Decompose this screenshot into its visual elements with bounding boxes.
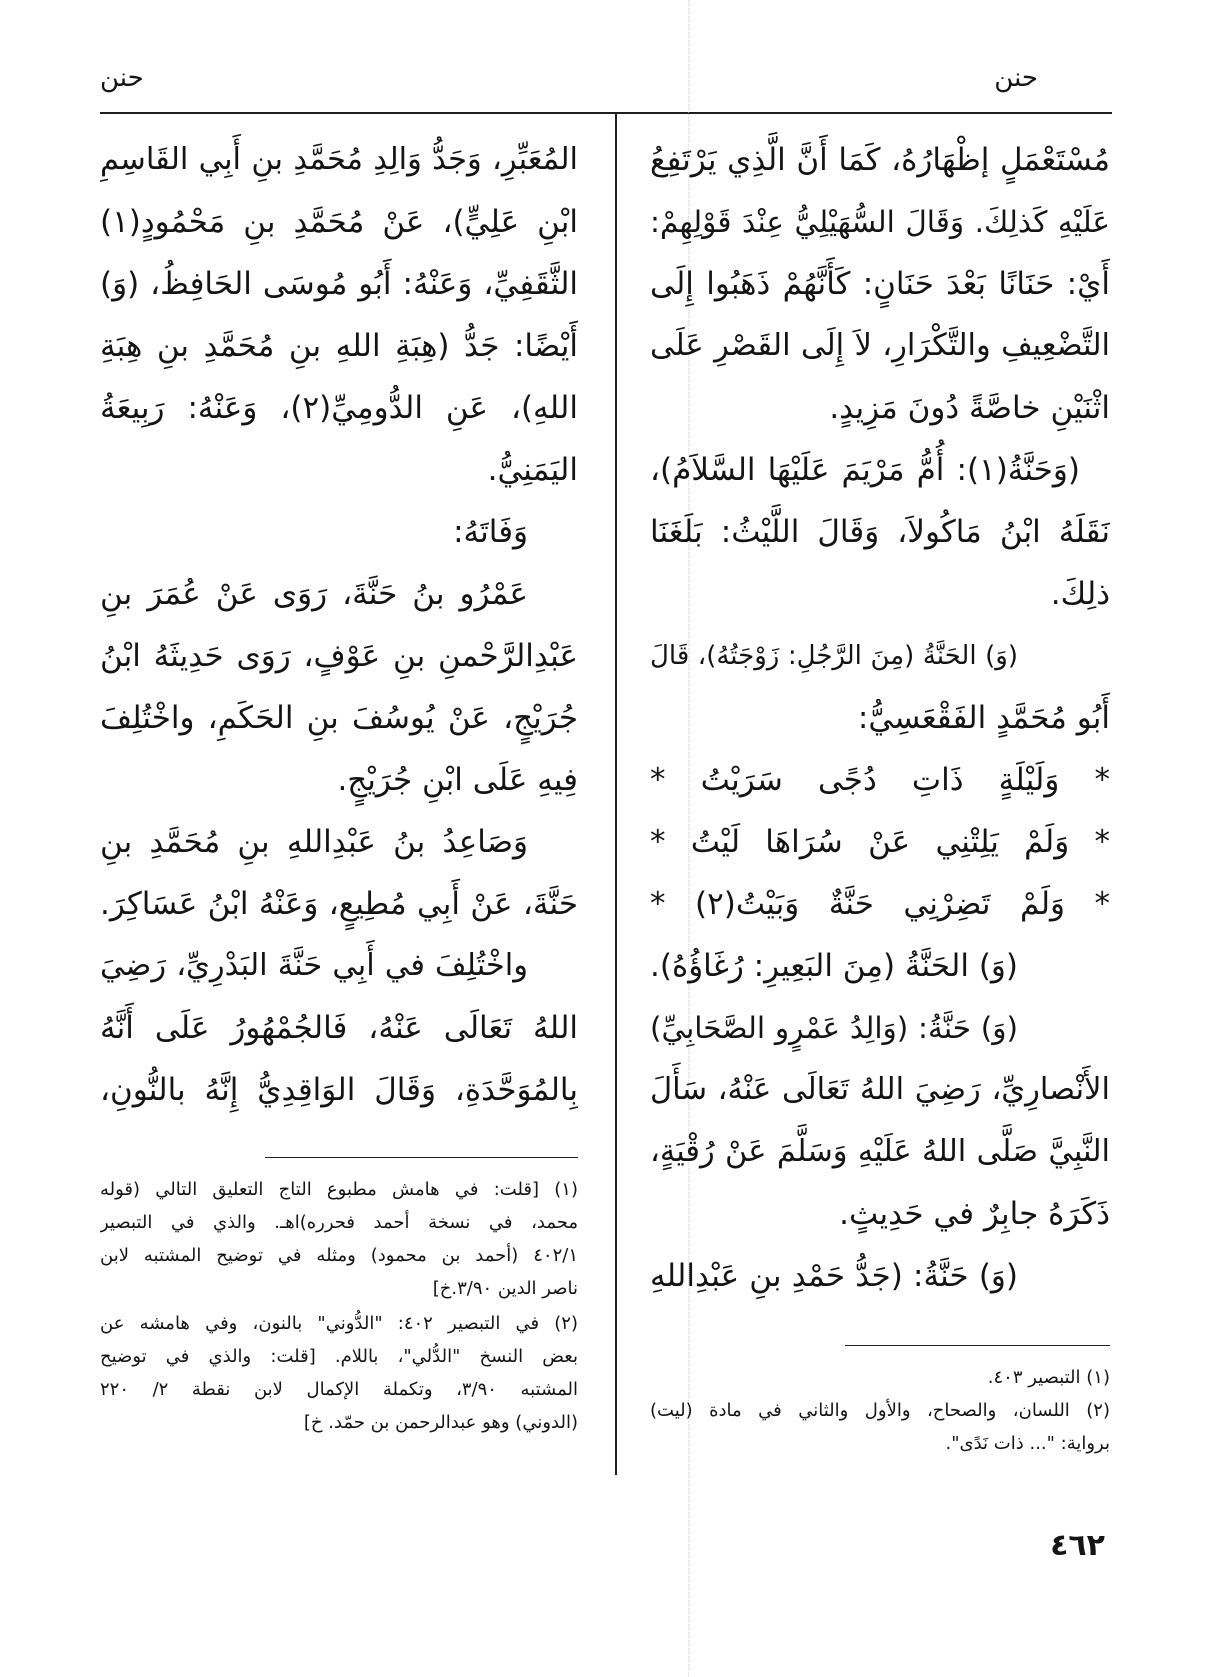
entry-start-line: (وَحَنَّةُ(١): أُمُّ مَرْيَمَ عَلَيْهَا السَّلاَمُ)،: [650, 452, 1080, 488]
footnote-line: (١) التبصير ٤٠٣.: [987, 1367, 1110, 1388]
footnote-line: ناصر الدين ٣/٩٠.خ]: [432, 1278, 578, 1299]
entry-start-line: (وَ) حَنَّةُ: (وَالِدُ عَمْرٍو الصَّحَابِيِّ): [650, 1011, 1018, 1045]
entry-start-line: وَصَاعِدُ بنُ عَبْدِاللهِ بنِ مُحَمَّدِ بنِ: [100, 824, 528, 860]
text-line: الثَّقَفِيِّ، وَعَنْهُ: أَبُو مُوسَى الحَافِظُ، (وَ): [100, 266, 578, 302]
text-line: أَيْ: حَنَانًا بَعْدَ حَنَانٍ: كَأَنَّهُمْ ذَهَبُوا إِلَى: [650, 266, 1110, 302]
text-line: التَّضْعِيفِ والتَّكْرَارِ، لاَ إِلَى القَصْرِ عَلَى: [650, 328, 1110, 363]
verse-line: * وَلَمْ تَضِرْنِي حَنَّةٌ وَبَيْتُ(٢) *: [650, 886, 1110, 922]
paragraph-end-line: اليَمَنِيُّ.: [487, 452, 578, 488]
footnote-line: (٢) في التبصير ٤٠٢: "الدُّوني" بالنون، وفي هامشه عن: [100, 1313, 578, 1334]
footnote-separator-left: [265, 1157, 578, 1158]
text-line: جُرَيْجٍ، عَنْ يُوسُفَ بنِ الحَكَمِ، واخْتُلِفَ: [100, 700, 578, 736]
footnote-line: المشتبه ٣/٩٠، وتكملة الإكمال لابن نقطة ٢/ ٢٢٠: [100, 1379, 578, 1400]
text-line: ابْنِ عَلِيٍّ)، عَنْ مُحَمَّدِ بنِ مَحْمُودٍ(١): [100, 204, 578, 240]
footnote-line: برواية: "... ذات نَدًى".: [945, 1433, 1110, 1454]
footnote-line: (الدوني) وهو عبدالرحمن بن حمّد. خ]: [303, 1412, 578, 1433]
text-line: أَيْضًا: جَدُّ (هِبَةِ اللهِ بنِ مُحَمَّدِ بنِ هِبَةِ: [100, 328, 578, 364]
running-head-left: حنن: [100, 63, 144, 93]
text-line: المُعَبِّرِ، وَجَدُّ وَالِدِ مُحَمَّدِ بنِ أَبِي القَاسِمِ: [100, 142, 578, 177]
left-column: [100, 129, 578, 1121]
text-line: اللهُ تَعَالَى عَنْهُ، فَالجُمْهُورُ عَلَى أَنَّهُ: [100, 1010, 578, 1046]
running-head-right: حنن: [994, 63, 1038, 93]
footnote-line: محمد، في نسخة أحمد فحرره)اهـ. والذي في التبصير: [100, 1212, 578, 1233]
paragraph-end-line: اثْنَيْنِ خاصَّةً دُونَ مَزِيدٍ.: [829, 390, 1110, 426]
entry-start-line: عَمْرُو بنُ حَنَّةَ، رَوَى عَنْ عُمَرَ بنِ: [100, 576, 528, 612]
footnote-line: (٢) اللسان، والصحاح، والأول والثاني في مادة (ليت): [650, 1400, 1110, 1421]
entry-start-line: (وَ) حَنَّةُ: (جَدُّ حَمْدِ بنِ عَبْدِاللهِ: [650, 1258, 1018, 1294]
text-line: عَلَيْهِ كَذلِكَ. وَقَالَ السُّهَيْلِيُّ عِنْدَ قَوْلِهِمْ:: [650, 205, 1110, 239]
paragraph-end-line: ذَكَرَهُ جابِرٌ في حَدِيثٍ.: [839, 1196, 1110, 1232]
text-line: عَبْدِالرَّحْمنِ بنِ عَوْفٍ، رَوَى حَدِيثَهُ ابْنُ: [100, 638, 578, 674]
entry-start-line: (وَ) الحَنَّةُ (مِنَ البَعِيرِ: رُغَاؤُهُ).: [650, 948, 1018, 984]
text-line: اللهِ)، عَنِ الدُّومِيِّ(٢)، وَعَنْهُ: رَبِيعَةُ: [100, 390, 578, 426]
section-heading-line: وَفَاتَهُ:: [453, 514, 528, 550]
footnote-line: بعض النسخ "الدُّلي"، باللام. [قلت: والذي في توضيح: [100, 1346, 578, 1367]
column-divider: [615, 113, 617, 1475]
footnote-line: (١) [قلت: في هامش مطبوع التاج التعليق التالي (قوله: [100, 1179, 578, 1200]
text-line: نَقَلَهُ ابْنُ مَاكُولاَ، وَقَالَ اللَّيْثُ: بَلَغَنَا: [650, 514, 1110, 550]
verse-line: * وَلَيْلَةٍ ذَاتِ دُجًى سَرَيْتُ *: [650, 762, 1110, 798]
header-rule: [100, 112, 1112, 114]
verse-line: * وَلَمْ يَلِتْنِي عَنْ سُرَاهَا لَيْتُ *: [650, 824, 1110, 860]
paragraph-end-line: فِيهِ عَلَى ابْنِ جُرَيْجٍ.: [337, 762, 578, 798]
text-line: مُسْتَعْمَلٍ إظْهَارُهُ، كَمَا أَنَّ الَّذِي يَرْتَفِعُ: [650, 142, 1110, 178]
text-line: الأَنْصارِيِّ، رَضِيَ اللهُ تَعَالَى عَنْهُ، سَأَلَ: [650, 1072, 1110, 1107]
text-line: بِالمُوَحَّدَةِ، وَقَالَ الوَاقِدِيُّ إِنَّهُ بالنُّونِ،: [100, 1072, 578, 1108]
left-footnotes: [100, 1173, 578, 1439]
footnote-separator-right: [845, 1345, 1110, 1346]
paragraph-end-line: ذلِكَ.: [1050, 576, 1110, 612]
right-footnotes: [650, 1361, 1110, 1460]
footnote-line: ٤٠٢/١ (أحمد بن محمود) ومثله في توضيح المشتبه لابن: [100, 1245, 578, 1266]
text-line: النَّبِيَّ صَلَّى اللهُ عَلَيْهِ وَسَلَّمَ عَنْ رُقْيَةٍ،: [650, 1134, 1110, 1169]
paragraph-end-line: أَبُو مُحَمَّدٍ الفَقْعَسِيُّ:: [857, 700, 1110, 736]
right-column: [650, 129, 1110, 1307]
entry-start-line: (وَ) الحَنَّةُ (مِنَ الرَّجُلِ: زَوْجَتُهُ)، قَالَ: [650, 641, 1018, 671]
entry-start-line: واخْتُلِفَ في أَبِي حَنَّةَ البَدْرِيِّ، رَضِيَ: [100, 948, 528, 983]
page-number: ٤٦٢: [1050, 1528, 1105, 1563]
text-line: حَنَّةَ، عَنْ أَبِي مُطِيعٍ، وَعَنْهُ ابْنُ عَسَاكِرَ.: [100, 886, 578, 922]
